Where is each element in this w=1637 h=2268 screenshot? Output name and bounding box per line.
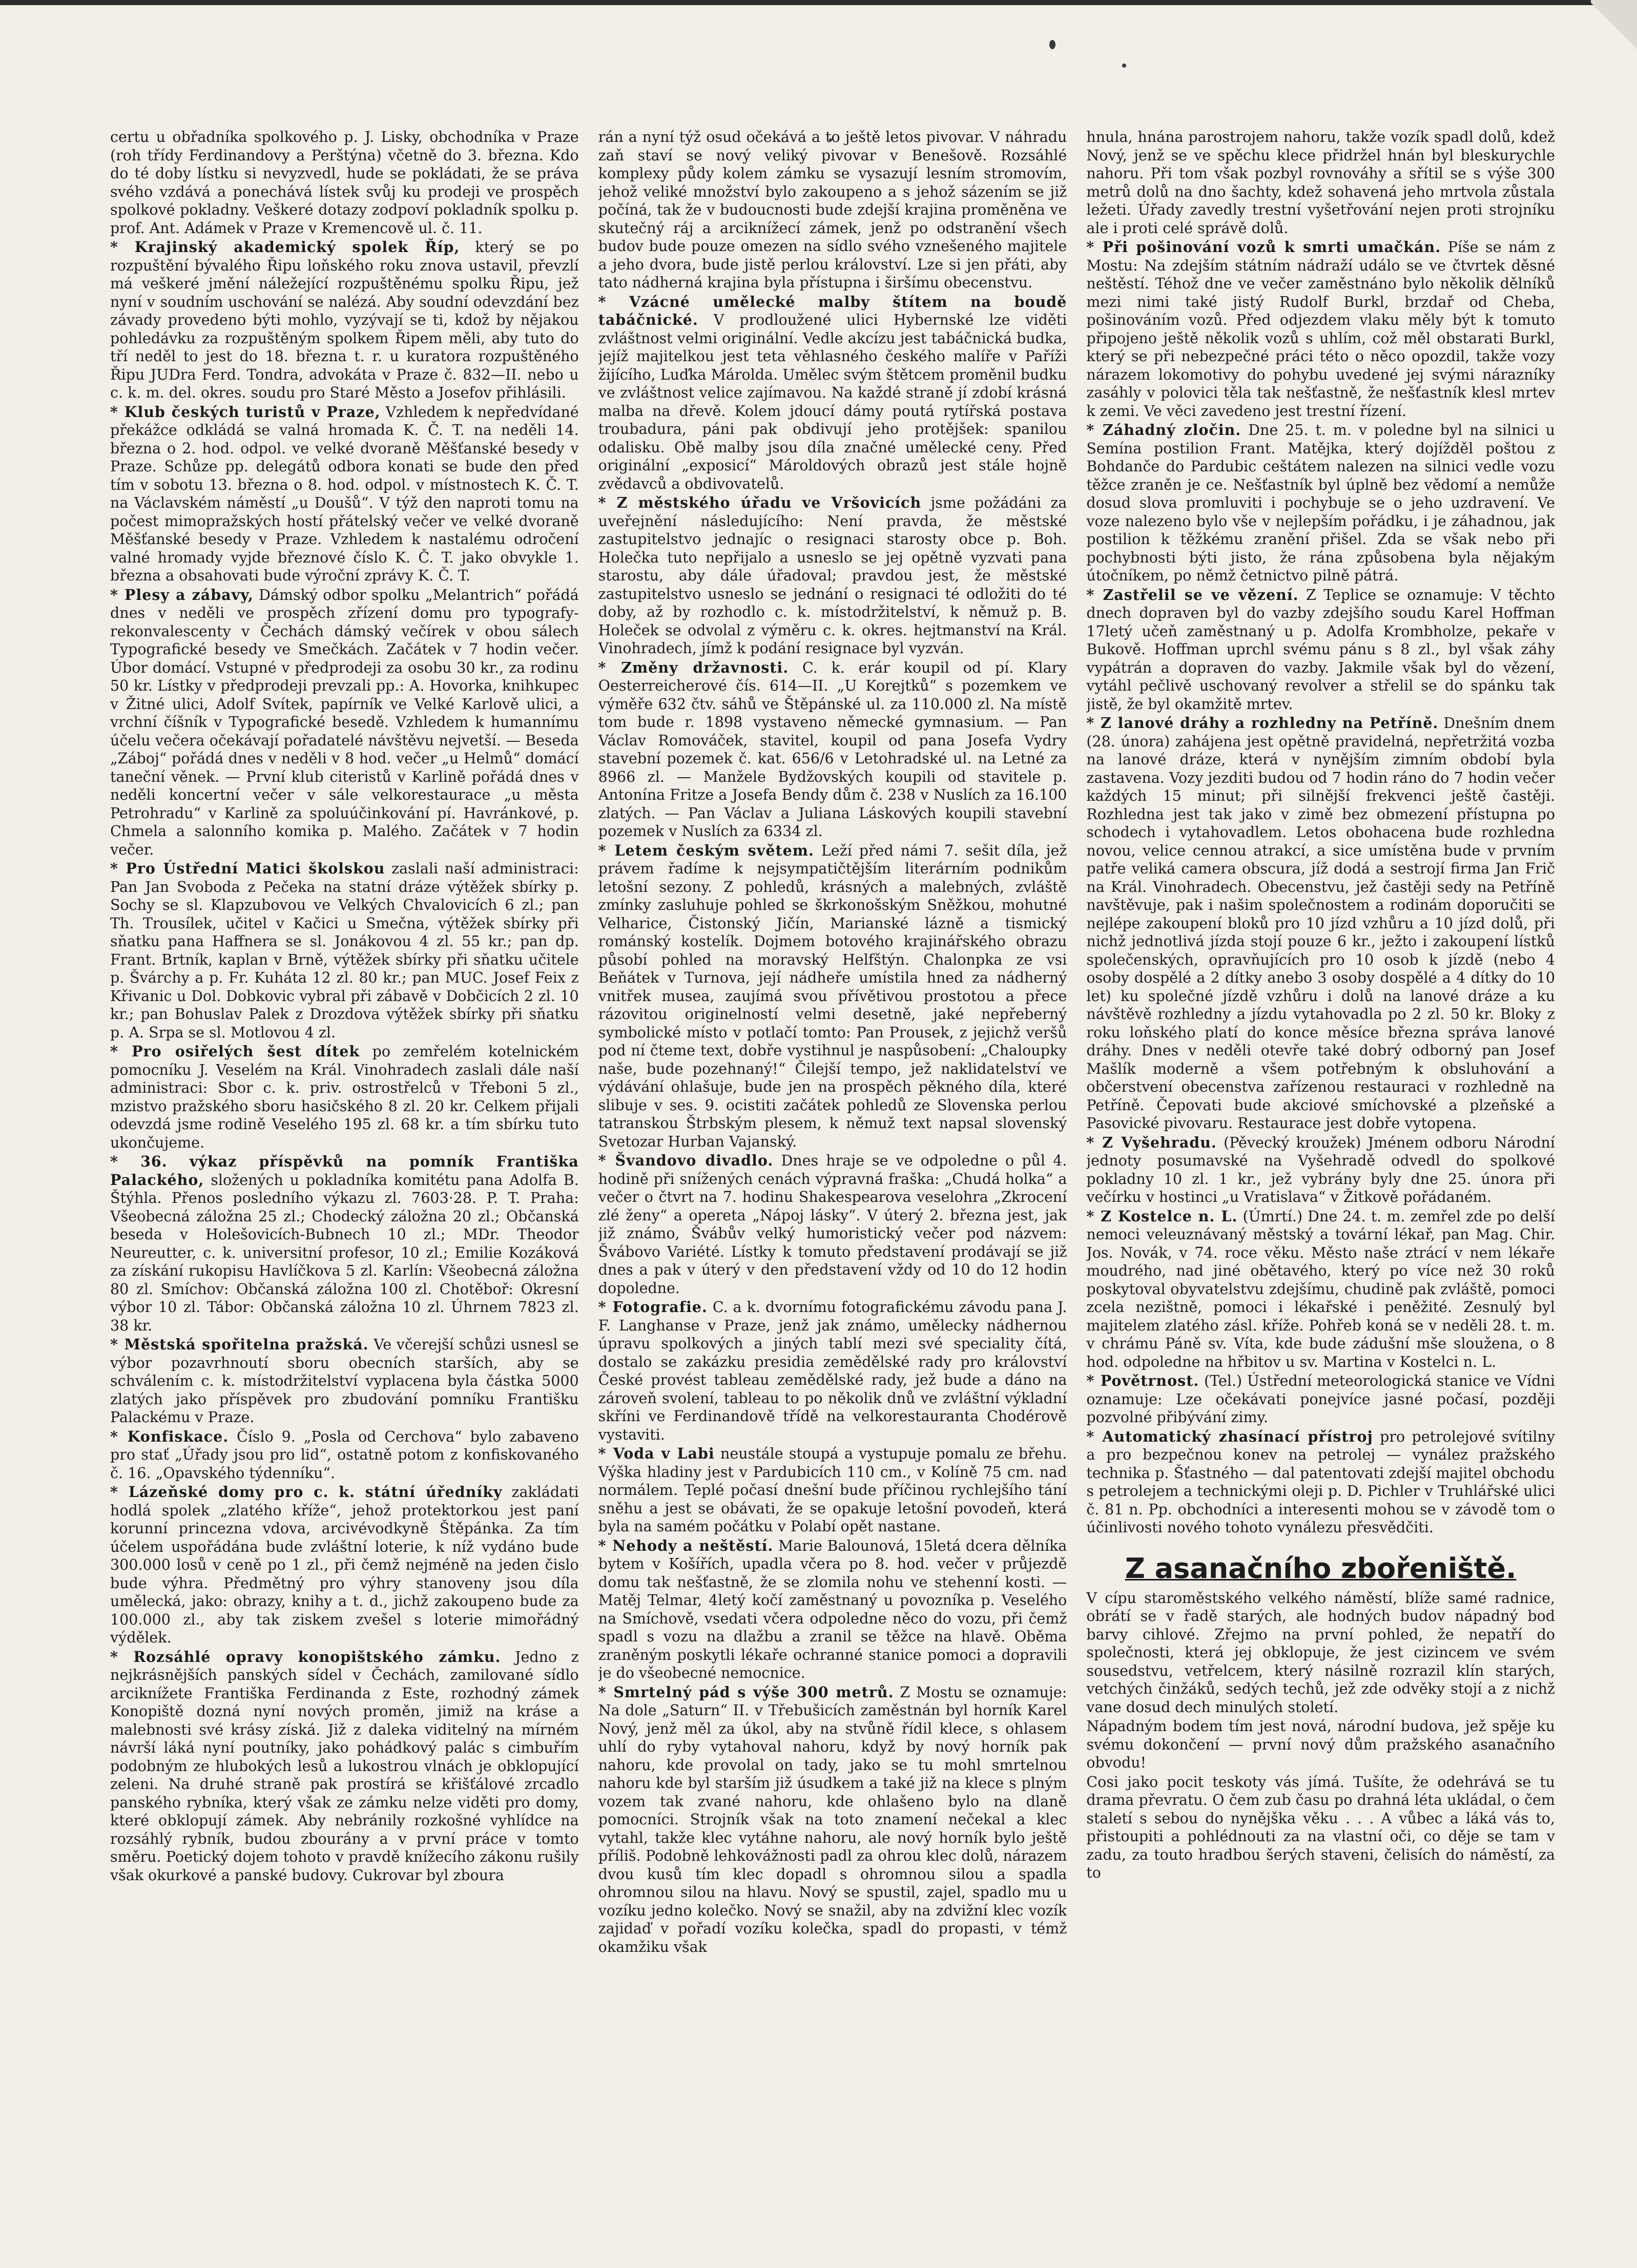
news-item	[1086, 128, 1555, 237]
news-item-body: Marie Balounová, 15letá dcera dělníka bytem v Košířích, upadla včera po 8. hod. večer v průjezdě domu tak nešťastně, že se zlomila nohu ve stehenní kosti. — Matěj Telmar, 4letý kočí zaměstnaný u povozníka p. Veselého na Smíchově, vsedati včera odpoledne něco do vozu, při čemž spadl s vozu na dlažbu a zranil se těžce na hlavě. Oběma zraněným poskytli lékaře ochranné stanice pomoci a dopravili je do všeobecné nemocnice.	[598, 1537, 1067, 1681]
news-item	[1086, 421, 1555, 585]
news-item-headline: * Voda v Labi	[598, 1445, 715, 1462]
news-item-headline: * Švandovo divadlo.	[598, 1152, 774, 1169]
news-item-body: Z Mostu se oznamuje: Na dole „Saturn“ II. v Třebušicích zaměstnán byl horník Karel Nový, jenž měl za úkol, aby na stvůně řídil klece, s ohlasem uhlí do ryby vytahoval nahoru, když by nový horník pak nahoru, kde provolal on tady, jako se tu mohl smrtelnou nahoru kde byl starším již úsudkem a také již na klece s plným vozem tak zvané nahoru, kde ohlašeno bylo na dlaně pomocníci. Strojník však na toto znamení nečekal a klec vytahl, takže klec vytáhne nahoru, ale nový horník bylo ještě příliš. Podobně lehkovážnosti padl za ohrou klec dolů, nárazem dvou kusů tím klec dopadl s ohromnou silou a spadla ohromnou silou na hlavu. Nový se spustil, zajel, spadlo mu u vozíku jedno kolečko. Nový se snažil, aby na zdvižní klec vozík zajidaď v pořadí vozíku kolečka, spadl do propasti, v témž okamžiku však	[598, 1683, 1067, 1955]
news-item-headline: * Krajinský akademický spolek Říp,	[110, 238, 460, 256]
news-item	[598, 1537, 1067, 1682]
news-item-body: (Pěvecký kroužek) Jménem odboru Národní jednoty posumavské na Vyšehradě odvedl do spolkové pokladny 10 zl. 1 kr., jež vybrány byly dne 25. února při večírku v hostinci „u Vratislava“ v Žitkově pořádaném.	[1086, 1134, 1556, 1205]
news-item	[598, 293, 1067, 493]
news-item-headline: * Z městského úřadu ve Vršovicích	[598, 494, 922, 511]
news-item	[110, 128, 579, 237]
news-item-body: V cípu staroměstského velkého náměstí, blíže samé radnice, obrátí se v řadě starých, ale hodných budov nápadný bod barvy cihlové. Zřejmo na první pohled, že nepatří do společnosti, která jej obklopuje, že jest cizincem ve svém sousedstvu, vetřelcem, který násilně rozrazil klín starých, vetchých činžáků, sedých techů, jež zde odvěky stojí a z nichž vane dosud dech minulých století.	[1086, 1589, 1556, 1716]
ink-speck	[1122, 64, 1126, 68]
news-item-body: Cosi jako pocit teskoty vás jímá. Tušíte, že odehrává se tu drama převratu. O čem zub času po drahná léta ukládal, o čem staletí s sebou do nynějška věku . . . A vůbec a láká vás to, přistoupiti a pohlédnouti za na vlastní oči, co děje se tam v zadu, za touto hradbou šerých staveni, čelisích do náměstí, za to	[1086, 1773, 1556, 1881]
news-item	[1086, 714, 1555, 1133]
news-item-headline: * Změny državnosti.	[598, 658, 789, 676]
news-item-headline: * Městská spořitelna pražská.	[110, 1336, 369, 1353]
news-item-body: Dne 25. t. m. v poledne byl na silnici u Semína postilion Frant. Matějka, který dojížděl poštou z Bohdanče do Pardubic ceštátem nalezen na silnici vedle vozu těžce zraněn je ce. Nešťastník byl úplně bez vědomí a nemůže dosud slova promluviti i pochybuje se o jeho uzdravení. Ve voze nalezeno bylo vše v nejlepším pořádku, i je záhadnou, jak postilion k těžkému zranění přišel. Zda se však nebo při pochybnosti býti jisto, že rána způsobena byla nějakým útočníkem, po němž četnictvo pilně pátrá.	[1086, 422, 1556, 584]
column-1	[110, 128, 579, 2198]
news-item	[598, 1683, 1067, 1957]
section-title: Z asanačního zbořeniště.	[1125, 1552, 1517, 1585]
news-item-body: Číslo 9. „Posla od Cerchova“ bylo zabaveno pro stať „Úřady jsou pro lid“, ostatně potom z konfiskovaného č. 16. „Opavského týdenníku“.	[110, 1428, 579, 1482]
news-item-body: (Tel.) Ústřední meteorologická stanice ve Vídni oznamuje: Lze očekávati ponejvíce jasné počasí, později pozvolné přibývání zimy.	[1086, 1372, 1556, 1426]
news-item	[598, 659, 1067, 841]
news-item	[1086, 238, 1555, 420]
news-item-headline: * Plesy a zábavy,	[110, 586, 254, 604]
news-item	[110, 1153, 579, 1335]
news-item-body: jsme požádáni za uveřejnění následujícího: Není pravda, že městské zastupitelstvo jednajíc o resignaci starosty obce p. Boh. Holečka tuto nepřijalo a usneslo se jej opětně vyzvati pana starostu, aby dále úřadoval; pravdou jest, že městské zastupitelstvo usneslo se jednání o resignaci té odložiti do té doby, až by rozhodlo c. k. místodržitelství, k němuž p. B. Holeček se odvolal z výměru c. k. okres. hejtmanství na Král. Vinohradech, jímž k podání resignace byl vyzván.	[598, 494, 1067, 657]
news-item	[1086, 1208, 1555, 1371]
news-item	[1086, 1134, 1555, 1206]
news-item-body: zaslali naší administraci: Pan Jan Svoboda z Pečeka na statní dráze výtěžek sbírky p. Sochy se sl. Klapzubovou ve Velkých Chvalovicích 6 zl.; pan Th. Trousílek, učitel v Kačici u Smečna, výtěžek sbírky při sňatku pana Haffnera se sl. Jonákovou 4 zl. 55 kr.; pan dp. Frant. Brtník, kaplan v Brně, výtěžek sbírky při sňatku učitele p. Švárchy a p. Fr. Kuháta 12 zl. 80 kr.; pan MUC. Josef Feix z Křivanic u Dol. Dobkovic vybral při zábavě v Dobčicích 2 zl. 10 kr.; pan Bohuslav Palek z Drozdova výtěžek sbírky při sňatku p. A. Srpa se sl. Motlovou 4 zl.	[110, 860, 579, 1041]
news-item	[110, 238, 579, 402]
news-item-headline: * Konfiskace.	[110, 1427, 229, 1445]
news-item	[110, 1336, 579, 1427]
news-item-body: Dámský odbor spolku „Melantrich“ pořádá dnes v neděli ve prospěch zřízení domu pro typografy-rekonvalescenty v Čechách dámský večírek v obou sálech Typografické besedy ve Smečkách. Začátek v 7 hodin večer. Úbor domácí. Vstupné v předprodeji za osobu 30 kr., za rodinu 50 kr. Lístky v předprodeji prevzali pp.: A. Hovorka, knihkupec v Žitné ulici, Adolf Svítek, papírník ve Velké Karlově ulici, a vrchní číšník v Typografické besedě. Vzhledem k humannímu účelu večera očekávají pořadatelé návštěvu nejvetší. — Beseda „Záboj“ pořádá dnes v neděli v 8 hod. večer „u Helmů“ domácí taneční věnek. — První klub citeristů v Karlině pořádá dnes v neděli koncertní večer v sále velkorestaurace „u města Petrohradu“ v Karlině za spoluúčinkování pí. Havránkové, p. Chmela a salonního komika p. Malého. Začátek v 7 hodin večer.	[110, 586, 579, 858]
news-item-body: zakládati hodlá spolek „zlatého kříže“, jehož protektorkou jest paní korunní princezna vdova, arcivévodkyně Štěpánka. Za tím účelem uspořádána bude zvláštní loterie, k níž vydáno bude 300.000 losů v ceně po 1 zl., při čemž nejméně na jeden čislo bude výhra. Předmětný pro výhry stanoveny jsou díla umělecká, jako: obrazy, knihy a t. d., jichž zakoupeno bude za 100.000 zl., aby tak ziskem zvešel s loterie mimořádný výdělek.	[110, 1484, 579, 1646]
news-item-body: složených u pokladníka komitétu pana Adolfa B. Štýhla. Přenos posledního výkazu zl. 7603·28. P. T. Praha: Všeobecná záložna 25 zl.; Chodecký záložna 20 zl.; Občanská beseda v Holešovicích-Bubnech 10 zl.; MDr. Theodor Neureutter, c. k. universitní profesor, 10 zl.; Emilie Kozáková za získání rukopisu Havlíčkova 5 zl. Karlín: Všeobecná záložna 80 zl. Smíchov: Občanská záložna 100 zl. Chotěboř: Okresní výbor 10 zl. Tábor: Občanská záložna 10 zl. Úhrnem 7823 zl. 38 kr.	[110, 1171, 579, 1334]
news-item	[1086, 1773, 1555, 1882]
news-item-body: rán a nyní týž osud očekává a to ještě letos pivovar. V náhradu zaň staví se nový veliký pivovar v Benešově. Rozsáhlé komplexy půdy kolem zámku se vysazují lesním stromovím, jehož veliké množství bylo zakoupeno a s jehož sázením se již počíná, tak že v budoucnosti bude zdejší krajina proměněna ve skutečný ráj a arciknížecí zámek, jenž po odstranění všech budov bude pouze omezen na sídlo svého vznešeného majitele a jeho dvora, bude jistě perlou království. Lze si jen přáti, aby tato nádherná krajina byla přístupna i širšímu obecenstvu.	[598, 129, 1067, 291]
news-item-headline: * Z Kostelce n. L.	[1086, 1207, 1238, 1225]
news-item	[598, 128, 1067, 292]
news-item	[1086, 1428, 1555, 1537]
news-item-headline: * Zastřelil se ve vězení.	[1086, 586, 1299, 604]
news-item-body: (Úmrtí.) Dne 24. t. m. zemřel zde po delší nemoci veleuznávaný městský a tovární lékař, pan Mag. Chir. Jos. Novák, v 74. roce věku. Město naše ztrácí v nem lékaře moudrého, nad jiné obětavého, který po více než 30 roků poskytoval obyvatelstvu zdejšímu, chudině pak zvláště, pomoci zcela nezištně, pomoci i lékařské i peněžité. Zesnulý byl majitelem zlatého zásl. kříže. Pohřeb koná se v neděli 28. t. m. v chrámu Páně sv. Víta, kde bude zádušní mše sloužena, o 8 hod. odpoledne na hřbitov u sv. Martina v Kostelci n. L.	[1086, 1208, 1556, 1370]
news-item-headline: * Klub českých turistů v Praze,	[110, 403, 381, 421]
news-item-headline: * Z lanové dráhy a rozhledny na Petříně.	[1086, 714, 1439, 732]
news-item-body: Vzhledem k nepředvídané překážce odkládá se valná hromada K. Č. T. na neděli 14. března o 2. hod. odpol. ve velké dvoraně Měšťanské besedy v Praze. Schůze pp. delegátů odbora konati se bude den před tím v sobotu 13. března o 8. hod. odpol. v místnostech K. Č. T. na Václavském náměstí „u Doušů“. V týž den naproti tomu na počest mimopražských hostí přátelský večer ve velké dvoraně Měšťanské besedy v Praze. Vzhledem k nastalému odročení valné hromady vyjde březnové číslo K. Č. T. jako obvykle 1. března a obsahovati bude výroční zprávy K. Č. T.	[110, 403, 579, 584]
news-item-body: V prodloužené ulici Hybernské lze viděti zvláštnost velmi originální. Vedle akcízu jest tabáčnická budka, jejíž majitelkou jest teta věhlasného českého malíře v Paříži žijícího, Luďka Márolda. Umělec svým štětcem proměnil budku ve zvláštnost velice zajímavou. Na každé straně jí zdobí krásná malba na dřevě. Kolem jdoucí dámy poutá rytířská postava troubadura, páni pak obdivují jeho protějšek: spanilou odalisku. Obě malby jsou díla značné umělecké ceny. Před originální „exposicí“ Mároldových obrazů jest stále hojně zvědavců a obdivovatelů.	[598, 311, 1067, 492]
news-item-body: Dnes hraje se ve odpoledne o půl 4. hodině při snížených cenách výpravná fraška: „Chudá holka“ a večer o čtvrt na 7. hodinu Shakespearova veselohra „Zkrocení zlé ženy“ a opereta „Nápoj lásky“. V úterý 2. března jest, jak již známo, Švábův velký humoristický večer pod názvem: Švábovo Variété. Lístky k tomuto představení prodávají se již dnes a pak v úterý v den představení vždy od 10 do 12 hodin dopoledne.	[598, 1152, 1067, 1297]
news-item-headline: * Automatický zhasínací přístroj	[1086, 1427, 1373, 1445]
news-item-headline: * Z Vyšehradu.	[1086, 1133, 1217, 1151]
news-item	[598, 494, 1067, 658]
news-item	[110, 1483, 579, 1647]
news-item-body: certu u obřadníka spolkového p. J. Lisky, obchodníka v Praze (roh třídy Ferdinandovy a Perštýna) včetně do 3. března. Kdo do té doby lístku si nevyzvedl, hude se pokládati, že se práva svého vzdává a ponechává lístek svůj ku prodeji ve prospěch spolkové pokladny. Veškeré dotazy zodpoví pokladník spolku p. prof. Ant. Adámek v Praze v Kremencově ul. č. 11.	[110, 129, 579, 237]
news-item	[110, 586, 579, 859]
scan-border	[0, 0, 1637, 5]
news-item-body: Jedno z nejkrásnějších panských sídel v Čechách, zamilované sídlo arciknížete Františka Ferdinanda z Este, rozhodný zámek Konopiště dozná nyní nových proměn, jimiž na kráse a malebnosti své krásy získá. Již z daleka viditelný na mírném návrší láká nyní poutníky, jako pohádkový palác s cimbuřím podobným ze hlubokých lesů a lukostrou vlnách je obklopující zeleni. Na druhé straně pak prostírá se křišťálové zrcadlo panského rybníka, který však ze zámku nelze viděti pro domy, které obklopují zámek. Aby nebránily rozkošné vyhlídce na rozsáhlý rybník, budou zbourány a v první práce v tomto směru. Poetický dojem tohoto v pravdě knížecího zákonu rušily však okurkové a panské budovy. Cukrovar byl zboura	[110, 1648, 579, 1884]
news-item-headline: * Smrtelný pád s výše 300 metrů.	[598, 1683, 894, 1701]
news-item-body: Ve včerejší schůzi usnesl se výbor pozavrhnoutí sboru obecních starších, aby se schválením c. k. místodržitelství vyplacena byla částka 5000 zlatých jako příspěvek pro zbudování pomníku Františku Palackému v Praze.	[110, 1336, 579, 1426]
news-item-headline: * Povětrnost.	[1086, 1372, 1199, 1389]
news-item-headline: * Lázeňské domy pro c. k. státní úředníky	[110, 1483, 503, 1501]
column-2	[598, 128, 1067, 2198]
news-item-body: hnula, hnána parostrojem nahoru, takže vozík spadl dolů, kdež Nový, jenž se ve spěchu klece přidržel hnán byl bleskurychle nahoru. Při tom však pozbyl rovnováhy a sřítil se s výše 300 metrů dolů na dno šachty, kdež sohavená jeho mrtvola zůstala ležeti. Úřady zavedly trestní vyšetřování nejen proti strojníku ale i proti celé správě dolů.	[1086, 129, 1556, 237]
news-item-body: Nápadným bodem tím jest nová, národní budova, jež spěje ku svému dokončení — první nový dům pražského asanačního obvodu!	[1086, 1718, 1556, 1771]
news-item-body: Z Teplice se oznamuje: V těchto dnech dopraven byl do vazby zdejšího soudu Karel Hoffman 17letý učeň zaměstnaný u p. Adolfa Krombholze, pekaře v Bukově. Hoffman uprchl svému pánu s 8 zl., byl však záhy vypátrán a dopraven do vazby. Jakmile však byl do vězení, vytáhl pečlivě uschovaný revolver a střelil se do spánku tak jistě, že byl okamžitě mrtev.	[1086, 586, 1556, 713]
news-item-headline: * 36. výkaz příspěvků na pomník Františka Palackého,	[110, 1153, 579, 1189]
news-item	[110, 1043, 579, 1152]
news-item	[598, 1445, 1067, 1536]
news-item-headline: * Pro Ústřední Matici školskou	[110, 860, 385, 877]
news-item-headline: * Rozsáhlé opravy konopištského zámku.	[110, 1648, 501, 1666]
news-item-headline: * Pro osiřelých šest dítek	[110, 1043, 360, 1060]
ink-speck	[1049, 40, 1055, 49]
news-item-headline: * Nehody a neštěstí.	[598, 1536, 774, 1554]
news-item	[1086, 1589, 1555, 1717]
news-item	[110, 860, 579, 1042]
news-item-headline: * Při pošinování vozů k smrti umačkán.	[1086, 238, 1441, 256]
news-item-headline: * Letem českým světem.	[598, 841, 814, 859]
news-item	[110, 1428, 579, 1483]
news-item	[110, 403, 579, 585]
news-item-body: Leží před námi 7. sešit díla, jež právem řadíme k nejsympatičtějším literárním podnikům letošní sezony. Z pohledů, krásných a malebných, zvláště zmínky zasluhuje pohled se škrkonošským Sněžkou, mohutné Velharice, Čistonský Jičín, Marianské lázně a tismický románský kostelík. Dojmem botového krajinářského obrazu působí pohled na moravský Helfštýn. Chalonpka ze vsi Beňátek v Turnova, její nádheře umístila hned za nádherný vnitřek musea, zaujímá svou přívětivou prostotou a přece rázovitou originelností velmi desetně, jaké nepřeberný symbolické místo v potlačí tomto: Pan Prousek, z jejichž veršů pod ní čteme text, dobře vystihnul je naspůsobení: „Chaloupky naše, bude pozehnaný!“ Čilejší tempo, jež naklidatelství ve výdávání ohlašuje, bude jen na prospěch pěkného díla, které slibuje v ses. 9. ocistiti začátek pohledů ze Slovenska perlou tatranskou Štrbským plesem, k němuž text napsal slovenský Svetozar Hurban Vajanský.	[598, 842, 1067, 1150]
news-item	[598, 1152, 1067, 1297]
news-item-body: C. k. erár koupil od pí. Klary Oesterreicherové čís. 614—II. „U Korejtků“ s pozemkem ve výměře 632 čtv. sáhů ve Štěpánské ul. za 110.000 zl. Na místě tom bude r. 1898 vystaveno německé gymnasium. — Pan Václav Romováček, stavitel, koupil od pana Josefa Vydry stavební pozemek č. kat. 656/6 v Letohradské ul. na Letné za 8966 zl. — Manžele Bydžovských koupili od stavitele p. Antonína Fritze a Josefa Bendy dům č. 238 v Nuslích za 16.100 zlatých. — Pan Václav a Juliana Láskových koupili stavební pozemek v Nuslích za 6334 zl.	[598, 659, 1067, 840]
news-item	[598, 842, 1067, 1151]
news-item-body: C. a k. dvornímu fotografickému závodu pana J. F. Langhanse v Praze, jenž jak známo, umělecky nádhernou úpravu spolkových a jiných tablí mezi své speciality čítá, dostalo se zakázku presidia zemědělské rady pro království České provést tableau zemědělské rady, jež bude a dáno na zároveň svolení, tableau to po několik dnů ve zvláštní výkladní skříni ve Ferdinandově třídě na velkorestauranta Chodérově vystaviti.	[598, 1299, 1067, 1443]
news-item	[1086, 1372, 1555, 1427]
news-item-body: který se po rozpuštění bývalého Řipu loňského roku znova ustavil, převzlí má veškeré jmění náležející rozpuštěnému spolku Řipu, jež nyní v soudním uschování se nalézá. Aby soudní odevzdání bez závady provedeno býti mohlo, vyzývají se ti, kdož by nějakou pohledávku za rozpuštěným spolkem Řipem měli, aby tuto do tří neděl to jest do 18. března t. r. u kuratora rozpuštěného Řipu JUDra Ferd. Tondra, advokáta v Praze č. 832—II. nebo u c. k. m. del. okres. soudu pro Staré Město a Josefov přihlásili.	[110, 239, 579, 401]
news-item	[598, 1298, 1067, 1444]
news-item-body: neustále stoupá a vystupuje pomalu ze břehu. Výška hladiny jest v Pardubicích 110 cm., v Kolíně 75 cm. nad normálem. Teplé počasí dnešní bude příčinou rychlejšího tání sněhu a jest se obávati, že se opakuje letošní povodeň, která byla na samém počátku v Polabí opět nastane.	[598, 1445, 1067, 1535]
newspaper-page	[110, 128, 1555, 2198]
news-item	[1086, 586, 1555, 714]
news-item-headline: * Vzácné umělecké malby štítem na boudě tabáčnické.	[598, 293, 1067, 328]
news-item-headline: * Fotografie.	[598, 1298, 708, 1316]
news-item-headline: * Záhadný zločin.	[1086, 421, 1241, 439]
news-item-body: Píše se nám z Mostu: Na zdejším státním nádraží událo se ve čtvrtek děsné neštěstí. Téhož dne ve večer zaměstnáno bylo několik dělníků mezi nimi také jistý Rudolf Burkl, brzdař od Cheba, pošinováním vozů. Před odjezdem vlaku měly být k tomuto připojeno ještě několik vozů s uhlím, což měl obstarati Burkl, který se při nebezpečné práci této o něco opozdil, takže vozy nárazem lokomotivy do pohybu uvedené jej svými nárazníky zasáhly v polovici těla tak nešťastně, že nešťastník klesl mrtev k zemi. Ve věci zavedeno jest trestní řízení.	[1086, 239, 1556, 420]
news-item-body: po zemřelém kotelnickém pomocníku J. Veselém na Král. Vinohradech zaslali dále naší administraci: Sbor c. k. priv. ostrostřelců v Třeboni 5 zl., mzistvo pražského sboru hasičského 8 zl. 20 kr. Celkem přijali odevzdá jsme rodině Veselého 195 zl. 68 kr. a tím sbírku tuto ukončujeme.	[110, 1043, 579, 1151]
news-item-body: Dnešním dnem (28. února) zahájena jest opětně pravidelná, nepřetržitá vozba na lanové dráze, která v nynějším zimním období byla zastavena. Vozy jezditi budou od 7 hodin ráno do 7 hodin večer každých 15 minut; při silnější frekvenci ještě častěji. Rozhledna jest tak jako v zimě bez obmezení přístupna po schodech i vytahovadlem. Letos obohacena bude rozhledna novou, velice cennou atrakcí, a sice umístěna bude v prvním patře veliká camera obscura, jíž dodá a sestrojí firma Jan Frič na Král. Vinohradech. Obecenstvu, jež častěji sedy na Petříně navštěvuje, pak i našim společnostem a rodinám doporučiti se nejlépe zakoupení bloků pro 10 jízd vzhůru a 10 jízd dolů, při nichž jednotlivá jízda stojí pouze 6 kr., ježto i zakoupení lístků společenských, opravňujících pro 10 osob k jízdě (nebo 4 osoby dospělé a 2 dítky anebo 3 osoby dospělé a 4 dítky do 10 let) ku společné jízdě vzhůru i dolů na lanové dráze a ku návštěvě rozhledny a jízdu vytahovadla po 2 zl. 50 kr. Bloky z roku loňského platí do konce měsíce března správa lanové dráhy. Dnes v neděli otevře také dobrý odborný pan Josef Mašlík moderně a všem potřebným k obsluhování a občerstvení obecenstva zařízenou restauraci v rozhledně na Petříně. Čepovati bude akciové smíchovské a plzeňské a Pasovické pivovaru. Restaurace jest dobře vytopena.	[1086, 715, 1556, 1132]
news-item-body: pro petrolejové svítilny a pro bezpečnou konev na petrolej — vynález pražského technika p. Šťastného — dal patentovati zdejší majitel obchodu s petrolejem a technickými oleji p. D. Pichler v Truhlářské ulici č. 81 n. Pp. obchodníci a interesenti mohou se v závodě tom o účinlivosti nového tohoto vynálezu přesvědčiti.	[1086, 1428, 1556, 1536]
news-item	[110, 1648, 579, 1885]
news-item	[1086, 1717, 1555, 1772]
column-3	[1086, 128, 1555, 2198]
page-corner-fold	[1591, 0, 1637, 61]
